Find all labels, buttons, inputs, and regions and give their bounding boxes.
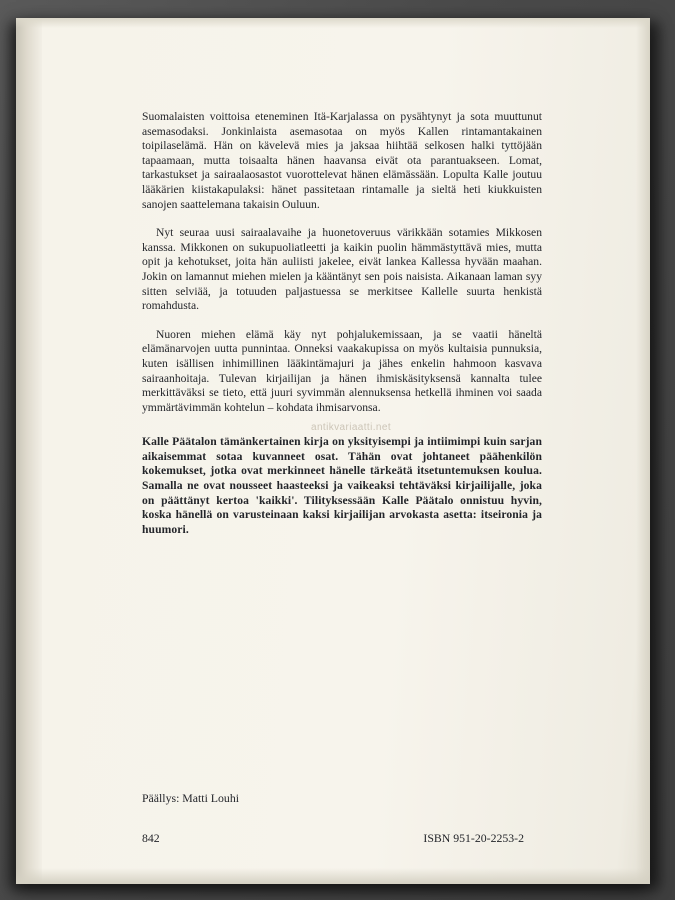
blurb-paragraph-2: Nyt seuraa uusi sairaalavaihe ja huonetoveruus värikkään sotamies Mikkosen kanssa. Mikkonen on sukupuoliatleetti ja kaikin puolin hämmästyttävä mies, mutta opit ja kehotukset, joita hän auliisti jakelee, eivät lankea Kallessa hyvään maahan. Jokin on lamannut miehen mielen ja kääntänyt sen pois naisista. Aikanaan laman syy sitten selviää, ja totuuden paljastuessa se merkitsee Kallelle suurta henkistä romahdusta.: [142, 226, 542, 313]
blurb-paragraph-3: Nuoren miehen elämä käy nyt pohjalukemissaan, ja se vaatii häneltä elämänarvojen uutta punnintaa. Onneksi vaakakupissa on myös kultaisia punnuksia, kuten isällisen inhimillinen lääkintämajuri ja jähes enkelin hahmoon kasvava sairaanhoitaja. Tulevan kirjailijan ja hänen ihmiskäsityksensä kannalta tulee merkittäväksi se tieto, että juuri syvimmän alennuksensa hetkellä ihminen voi saada ymmärtävimmän kohtelun – kohdata ihmisarvonsa.: [142, 327, 542, 414]
footer-row: [142, 830, 542, 846]
blurb-paragraph-1: Suomalaisten voittoisa eteneminen Itä-Karjalassa on pysähtynyt ja sota muuttunut asemasodaksi. Jonkinlaista asemasotaa on myös Kallen rintamantakainen toipilaselämä. Hän on kävelevä mies ja jaksaa hiihtää selkosen halki tyttöjään tapaamaan, mutta toisaalta hänen haavansa eivät ota parantuakseen. Lomat, tarkastukset ja sairaalaosastot vuorottelevat hänen elämässään. Lopulta Kalle joutuu lääkärien kiistakapulaksi: hänet passitetaan rintamalle ja sieltä heti kiukkuisten sanojen saattelemana takaisin Ouluun.: [142, 110, 542, 211]
blurb-highlight-paragraph: Kalle Päätalon tämänkertainen kirja on yksityisempi ja intiimimpi kuin sarjan aikaisemmat sotaa kuvanneet osat. Tähän ovat johtaneet päähenkilön kokemukset, jotka ovat merkinneet hänelle tärkeätä itsetuntemuksen koulua. Samalla ne ovat nousseet haasteeksi ja vaikeaksi tehtäväksi kirjailijalle, joka on päättänyt kertoa 'kaikki'. Tilityksessään Kalle Päätalo onnistuu hyvin, koska hänellä on varusteinaan kaksi kirjailijan arvokasta asetta: itseironia ja huumori.: [142, 435, 542, 536]
spine-edge: [16, 18, 42, 884]
right-edge-shade: [636, 18, 650, 884]
bottom-edge-shade: [16, 868, 650, 884]
cover-designer-credit: Päällys: Matti Louhi: [142, 791, 239, 805]
book-back-cover: [16, 18, 650, 884]
catalog-code: 842: [142, 831, 160, 845]
top-edge-shade: [16, 18, 650, 28]
isbn-text: ISBN 951-20-2253-2: [423, 831, 524, 845]
watermark-text: antikvariaatti.net: [310, 422, 392, 433]
back-cover-footer: [142, 790, 542, 846]
blurb-text-block: [142, 110, 542, 551]
